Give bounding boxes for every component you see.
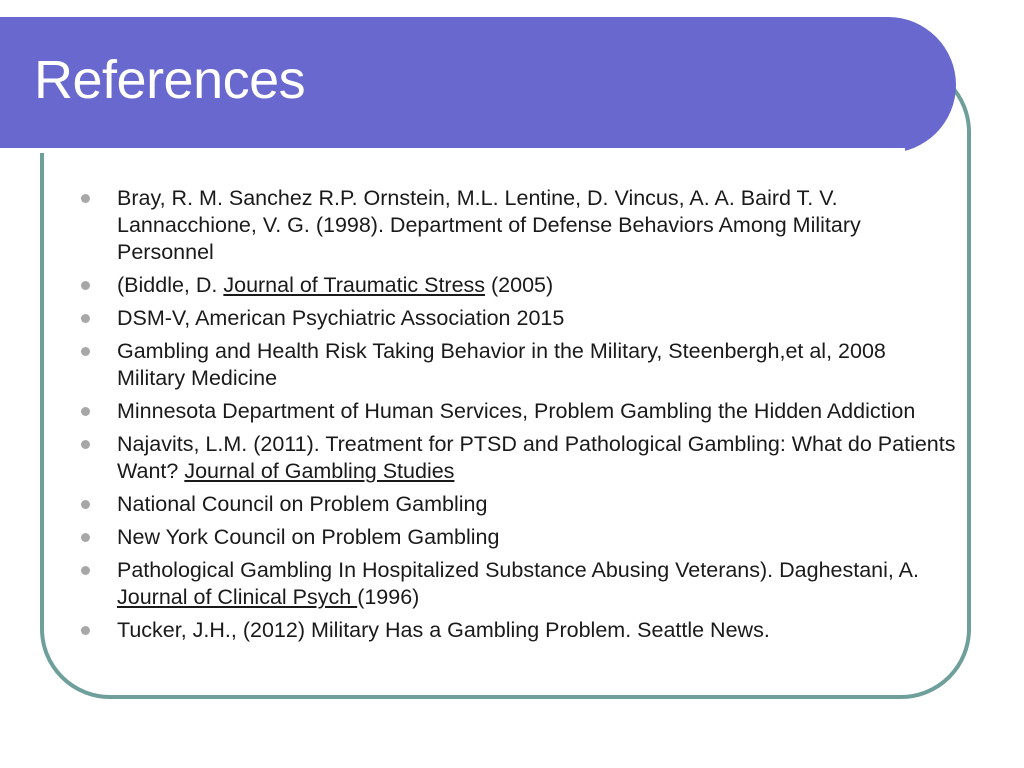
reference-text: DSM-V, American Psychiatric Association 2015 (117, 306, 565, 330)
bullet-icon (81, 281, 90, 290)
reference-text: Najavits, L.M. (2011). Treatment for PTSD and Pathological Gambling: What do Patients Want? (117, 432, 956, 483)
reference-list (76, 185, 956, 650)
title-underline (0, 148, 905, 153)
bullet-icon (81, 566, 90, 575)
reference-item (76, 305, 956, 332)
bullet-icon (81, 626, 90, 635)
journal-title: Journal of Clinical Psych (117, 585, 358, 609)
bullet-icon (81, 500, 90, 509)
reference-text: Gambling and Health Risk Taking Behavior in the Military, Steenbergh,et al, 2008 Military Medicine (117, 339, 886, 390)
journal-title: Journal of Gambling Studies (184, 459, 455, 483)
reference-item (76, 398, 956, 425)
reference-text: New York Council on Problem Gambling (117, 525, 500, 549)
reference-item (76, 524, 956, 551)
reference-text: (2005) (485, 273, 554, 297)
reference-text: Pathological Gambling In Hospitalized Substance Abusing Veterans). Daghestani, A. (117, 558, 919, 582)
reference-text: Minnesota Department of Human Services, Problem Gambling the Hidden Addiction (117, 399, 916, 423)
bullet-icon (81, 407, 90, 416)
reference-text: (1996) (357, 585, 420, 609)
reference-item (76, 617, 956, 644)
reference-text: (Biddle, D. (117, 273, 224, 297)
bullet-icon (81, 533, 90, 542)
bullet-icon (81, 347, 90, 356)
reference-item (76, 431, 956, 485)
reference-item (76, 272, 956, 299)
reference-item (76, 338, 956, 392)
bullet-icon (81, 194, 90, 203)
reference-item (76, 491, 956, 518)
slide-title: References (34, 50, 306, 110)
reference-item (76, 557, 956, 611)
reference-item (76, 185, 956, 266)
reference-text: Tucker, J.H., (2012) Military Has a Gambling Problem. Seattle News. (117, 618, 770, 642)
journal-title: Journal of Traumatic Stress (223, 273, 486, 297)
reference-text: Bray, R. M. Sanchez R.P. Ornstein, M.L. Lentine, D. Vincus, A. A. Baird T. V. Lannacchione, V. G. (1998). Department of Defense Behaviors Among Military Personnel (117, 186, 861, 264)
bullet-icon (81, 314, 90, 323)
bullet-icon (81, 440, 90, 449)
reference-text: National Council on Problem Gambling (117, 492, 488, 516)
